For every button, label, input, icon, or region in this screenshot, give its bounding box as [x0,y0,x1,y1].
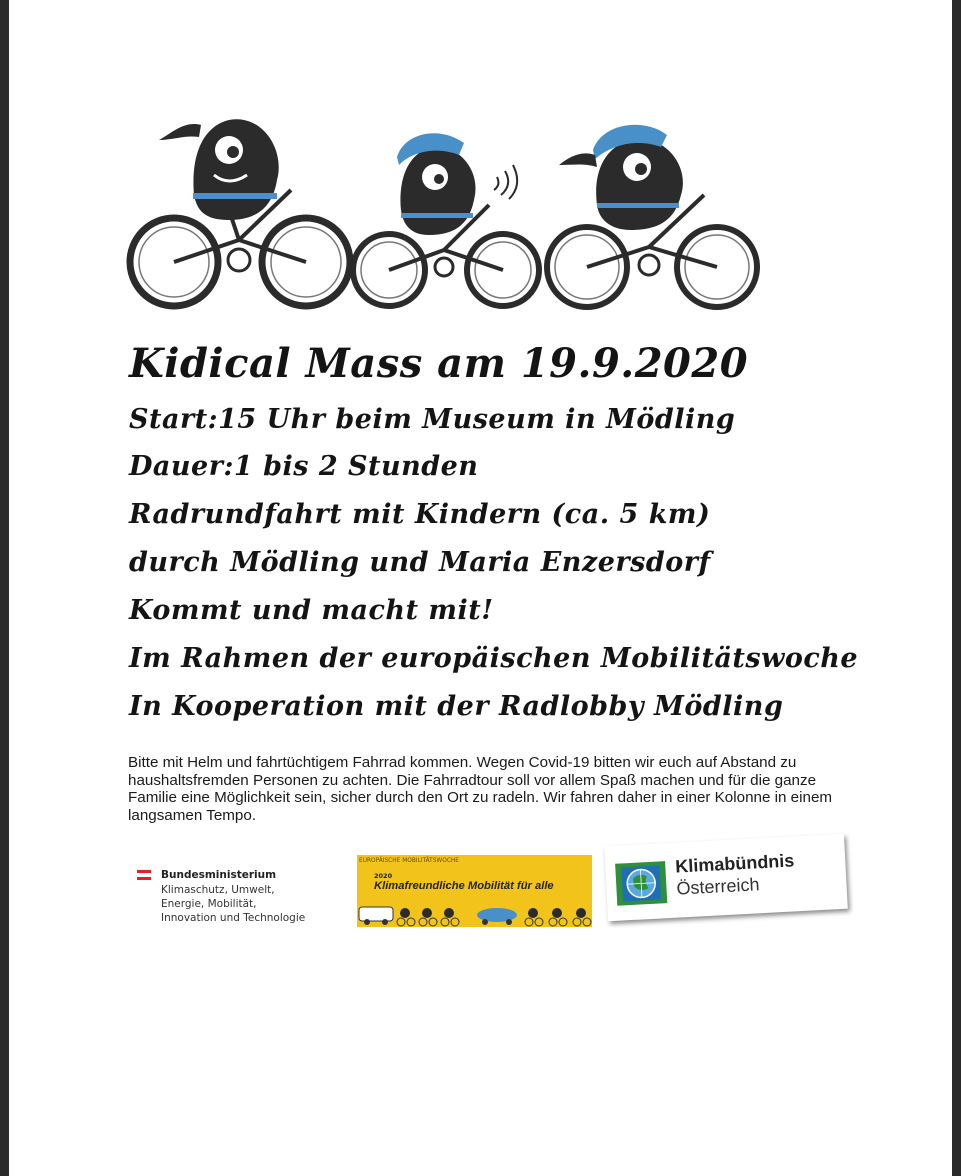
info-paragraph: Bitte mit Helm und fahrtüchtigem Fahrrad kommen. Wegen Covid-19 bitten wir euch auf Abstand zu haushaltsfremden Personen zu achten. Die Fahrradtour soll vor allem Spaß machen und für die ganze Familie eine Möglichkeit sein, sicher durch den Ort zu radeln. Wir fahren daher in einer Kolonne in einem langsamen Tempo. [128,754,833,824]
mobility-week-banner [357,855,592,927]
children-cycling-illustration [119,95,779,320]
rider-helmet-ponytail-icon [547,125,757,307]
invitation-line: Kommt und macht mit! [129,595,494,626]
ministry-line: Klimaschutz, Umwelt, [161,884,275,896]
event-headline: Kidical Mass am 19.9.2020 [129,340,749,387]
rider-helmet-icon [353,133,539,306]
ministry-logo [137,866,347,931]
klimabuendnis-country: Österreich [675,874,760,899]
mobility-week-label: EUROPÄISCHE MOBILITÄTSWOCHE [359,856,459,864]
flyer-page [9,0,952,1176]
ministry-title: Bundesministerium [161,869,277,881]
mobility-week-year: 2020 [374,872,393,880]
globe-icon [613,857,670,910]
mobility-figures-icon [357,899,592,927]
mobility-week-line: Im Rahmen der europäischen Mobilitätswoche [129,643,859,674]
route-line: durch Mödling und Maria Enzersdorf [129,547,711,578]
start-line: Start:15 Uhr beim Museum in Mödling [129,404,736,435]
klimabuendnis-logo [604,834,848,921]
ministry-line: Innovation und Technologie [161,912,306,924]
ride-description-line: Radrundfahrt mit Kindern (ca. 5 km) [129,499,711,530]
cooperation-line: In Kooperation mit der Radlobby Mödling [129,691,784,722]
klimabuendnis-name: Klimabündnis [674,850,795,877]
mobility-week-slogan: Klimafreundliche Mobilität für alle [374,880,554,892]
ministry-line: Energie, Mobilität, [161,898,257,910]
duration-line: Dauer:1 bis 2 Stunden [129,451,479,482]
rider-ponytail-icon [130,119,350,306]
austrian-flag-icon [137,870,151,880]
